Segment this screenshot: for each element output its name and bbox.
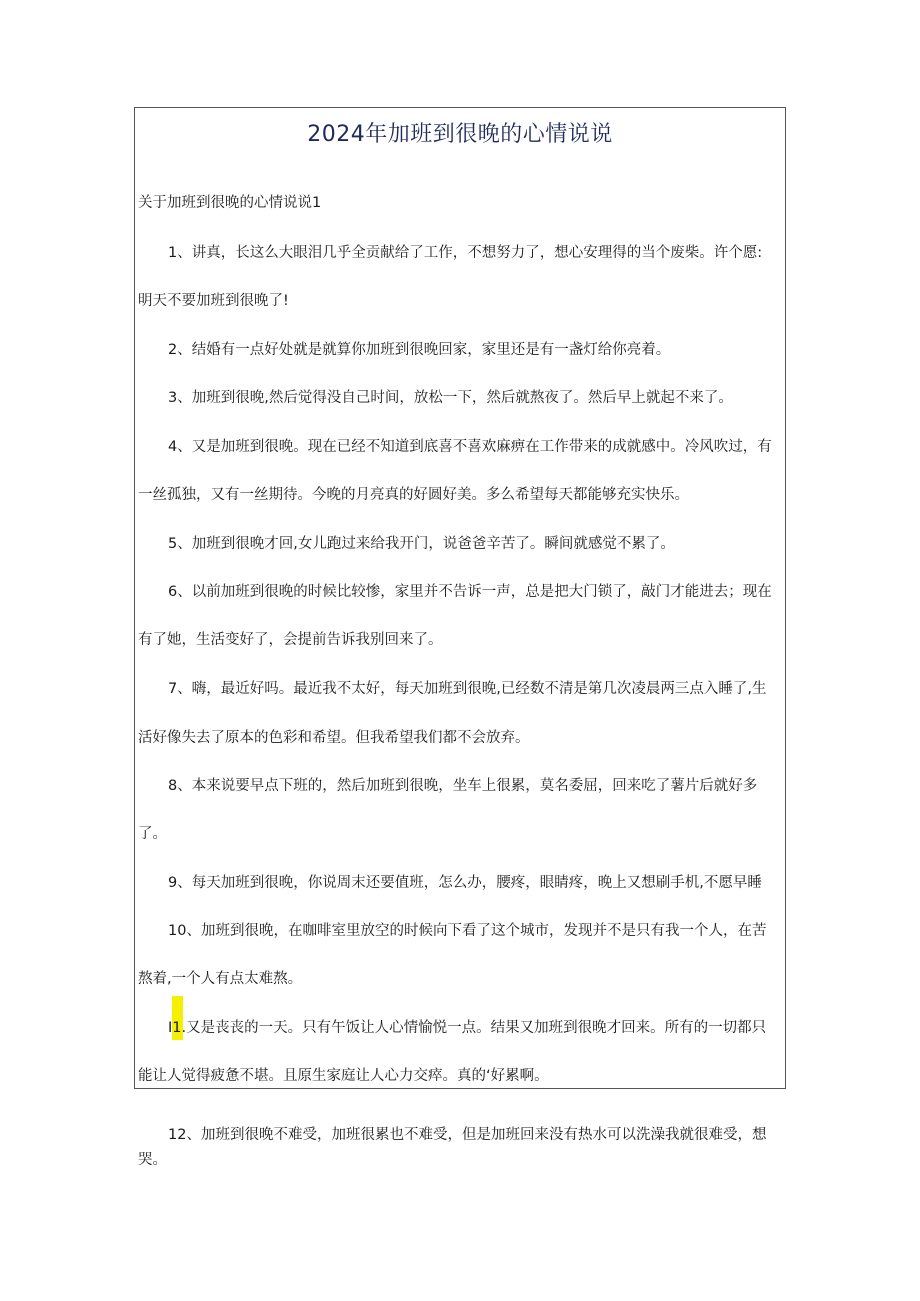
paragraph-line: 8、本来说要早点下班的，然后加班到很晚，坐车上很累，莫名委屈，回来吃了薯片后就好多 <box>168 778 758 794</box>
paragraph-line: 明天不要加班到很晚了! <box>138 293 289 309</box>
paragraph-line: 1、讲真，长这么大眼泪几乎全贡献给了工作，不想努力了，想心安理得的当个废柴。许个愿: <box>168 245 763 261</box>
paragraph-line: 5、加班到很晚才回,女儿跑过来给我开门，说爸爸辛苦了。瞬间就感觉不累了。 <box>168 536 675 552</box>
paragraph-line: 12、加班到很晚不难受，加班很累也不难受，但是加班回来没有热水可以洗澡我就很难受，想 <box>168 1127 767 1143</box>
paragraph-line: 能让人觉得疲惫不堪。且原生家庭让人心力交瘁。真的‘好累啊。 <box>138 1068 549 1084</box>
paragraph-line: 7、嗨，最近好吗。最近我不太好，每天加班到很晚,已经数不清是第几次凌晨两三点入睡了,生 <box>168 681 767 697</box>
paragraph-line: 3、加班到很晚,然后觉得没自己时间，放松一下，然后就熬夜了。然后早上就起不来了。 <box>168 390 733 406</box>
paragraph-line: 熬着,一个人有点太难熬。 <box>138 971 303 987</box>
paragraph-line: 了。 <box>138 826 167 842</box>
document-title: 2024年加班到很晚的心情说说 <box>307 122 613 147</box>
paragraph-line: 一丝孤独，又有一丝期待。今晚的月亮真的好圆好美。多么希望每天都能够充实快乐。 <box>138 487 689 503</box>
paragraph-line: 哭。 <box>138 1152 167 1168</box>
paragraph-line: 活好像失去了原本的色彩和希望。但我希望我们都不会放弃。 <box>138 730 530 746</box>
paragraph-line: 6、以前加班到很晚的时候比较惨，家里并不告诉一声，总是把大门锁了，敲门才能进去；现在 <box>168 584 772 600</box>
section-heading: 关于加班到很晚的心情说说1 <box>138 195 322 211</box>
paragraph-line: 4、又是加班到很晚。现在已经不知道到底喜不喜欢麻痹在工作带来的成就感中。冷风吹过，有 <box>168 439 772 455</box>
paragraph-line: I1.又是丧丧的一天。只有午饭让人心情愉悦一点。结果又加班到很晚才回来。所有的一切都只 <box>168 1020 767 1036</box>
paragraph-line: 2、结婚有一点好处就是就算你加班到很晚回家，家里还是有一盏灯给你亮着。 <box>168 342 671 358</box>
paragraph-line: 有了她，生活变好了，会提前告诉我别回来了。 <box>138 632 443 648</box>
paragraph-line: 9、每天加班到很晚，你说周末还要值班，怎么办，腰疼，眼睛疼，晚上又想刷手机,不愿早睡 <box>168 875 762 891</box>
paragraph-line: 10、加班到很晚，在咖啡室里放空的时候向下看了这个城市，发现并不是只有我一个人，在苦 <box>168 923 767 939</box>
